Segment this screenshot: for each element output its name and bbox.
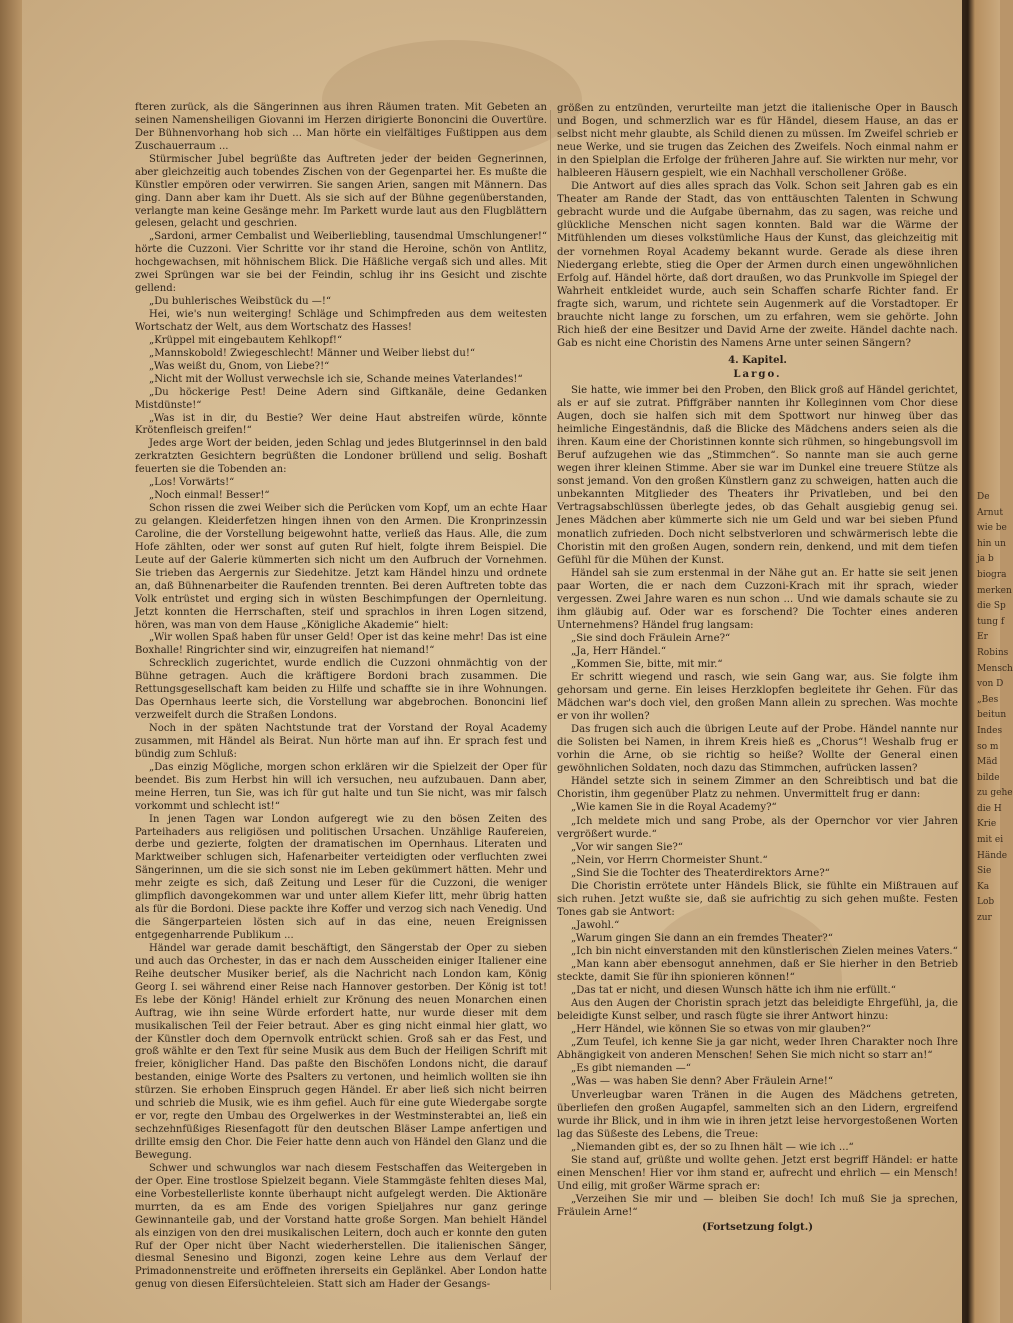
paragraph: „Wir wollen Spaß haben für unser Geld! Oper ist das keine mehr! Das ist eine Boxhalle! Ringrichter sind wir, einzugreifen hat niemand!“	[135, 632, 547, 657]
paragraph: „Nein, vor Herrn Chormeister Shunt.“	[571, 854, 768, 866]
fragment-line: ja b	[977, 554, 994, 565]
fragment-line: beitun	[977, 710, 1007, 721]
paragraph: „Das einzig Mögliche, morgen schon erklären wir die Spielzeit der Oper für beendet. Bis zum Herbst hin will ich versuchen, neu aufzubauen. Dann aber, meine Herren, tun Sie, was ich für gut halte und tun Sie nicht, was mir falsch vorkommt und schlecht ist!“	[135, 761, 547, 812]
text-column-right	[557, 102, 958, 1297]
paragraph: „Du höckerige Pest! Deine Adern sind Giftkanäle, deine Gedanken Mistdünste!“	[135, 386, 547, 411]
fragment-line: Er	[977, 632, 988, 643]
fragment-line: Lob	[977, 897, 995, 908]
adjacent-page-fragment	[975, 0, 1013, 1323]
fragment-line: Mäd	[977, 757, 998, 768]
fragment-line: De	[977, 492, 990, 502]
paragraph: „Krüppel mit eingebautem Kehlkopf!“	[149, 334, 343, 346]
fragment-line: die H	[977, 803, 1002, 814]
column-divider	[550, 110, 551, 1290]
chapter-title: Largo.	[733, 367, 782, 380]
fragment-line: biogra	[977, 569, 1007, 580]
paragraph: „Vor wir sangen Sie?“	[571, 841, 683, 853]
fragment-line: hin un	[977, 538, 1006, 549]
fragment-line: mit ei	[977, 835, 1004, 846]
fragment-line: die Sp	[977, 601, 1006, 612]
paragraph: Unverleugbar waren Tränen in die Augen des Mädchens getreten, überliefen den großen Augapfel, sammelten sich an den Lidern, ergreifend wurde ihr Blick, und in ihm wie in ihren jetzt leise hervorgestoßenen Worten lag das Süßeste des Lebens, die Treue:	[557, 1089, 958, 1140]
fragment-line: Arnut	[977, 507, 1004, 518]
paragraph: „Warum gingen Sie dann an ein fremdes Theater?“	[571, 932, 833, 944]
paragraph: Händel setzte sich in seinem Zimmer an den Schreibtisch und bat die Choristin, ihm gegenüber Platz zu nehmen. Unvermittelt frug er dann:	[557, 776, 958, 801]
fragment-line: zu gehe	[977, 788, 1013, 799]
paragraph: Die Antwort auf dies alles sprach das Volk. Schon seit Jahren gab es ein Theater am Rande der Stadt, das von enttäuschten Talenten in Schwung gebracht wurde und die Aufgabe übernahm, das zu sagen, was reiche und glückliche Menschen nicht sagen konnten. Bald war die Wärme der Mitfühlenden um dieses volkstümliche Haus der Kunst, das gleichzeitig mit der vornehmen Royal Academy bekannt wurde. Gerade als diese ihren Niedergang erlebte, stieg die Oper der Armen durch einen ungewöhnlichen Erfolg auf. Händel hörte, daß dort draußen, wo das Prunkvolle im Spiegel der Wahrheit entkleidet wurde, auch sein Schaffen scharfe Richter fand. Er fragte sich, warum, und richtete sein Augenmerk auf die Vorstadtoper. Er brauchte nicht lange zu forschen, um zu erfahren, wem sie gehörte. John Rich hieß der eine Besitzer und David Arne der zweite. Händel dachte nach. Gab es nicht eine Choristin des Namens Arne unter seinen Sängern?	[557, 181, 958, 349]
paragraph: Er schritt wiegend und rasch, wie sein Gang war, aus. Sie folgte ihm gehorsam und gerne. Ein leises Herzklopfen begleitete ihr Gehen. Für das Mädchen war's doch viel, den großen Mann allein zu sprechen. Was mochte er von ihr wollen?	[557, 672, 958, 723]
fragment-line: Krie	[977, 819, 997, 830]
fragment-line: Mensch	[977, 663, 1013, 674]
fragment-line: Sie	[977, 866, 992, 877]
fragment-line: Indes	[977, 725, 1003, 736]
paragraph: Das frugen sich auch die übrigen Leute auf der Probe. Händel nannte nur die Solisten bei Namen, in ihrem Kreis hieß es „Chorus“! Weshalb frug er vorhin die Arne, ob sie richtig so heiße? Wollte der General einen gewöhnlichen Soldaten, noch dazu das Stimmchen, aufrücken lassen?	[557, 724, 958, 775]
paragraph: Noch in der späten Nachtstunde trat der Vorstand der Royal Academy zusammen, mit Händel als Beirat. Nun hörte man auf ihn. Er sprach fest und bündig zum Schluß:	[135, 723, 547, 760]
paragraph: Die Choristin errötete unter Händels Blick, sie fühlte ein Mißtrauen auf sich ruhen. Jetzt wußte sie, daß sie aufrichtig zu sich gehen mußte. Festen Tones gab sie Antwort:	[557, 880, 958, 918]
fragment-line: merken	[977, 585, 1012, 596]
paragraph: „Es gibt niemanden —“	[571, 1063, 691, 1075]
paragraph: größen zu entzünden, verurteilte man jetzt die italienische Oper in Bausch und Bogen, und schmerzlich war es für Händel, diesem Hause, an das er selbst nicht mehr glaubte, als Schild dienen zu müssen. Im Zweifel schrieb er neue Werke, und sie trugen das Zeichen des Zweifels. Noch einmal nahm er in den Spielplan die Erfolge der früheren Jahre auf. Sie wirkten nur mehr, vor halbleeren Häusern gespielt, wie ein Nachhall verschollener Größe.	[557, 103, 958, 180]
fragment-line: Ka	[977, 881, 990, 892]
paragraph: „Jawohl.“	[571, 919, 620, 931]
text-column-left	[135, 102, 547, 1297]
paragraph: In jenen Tagen war London aufgeregt wie zu den bösen Zeiten des Parteihaders aus religiösen und politischen Ursachen. Unzählige Raufereien, derbe und gezierte, folgten der dramatischen im Opernhaus. Literaten und Marktweiber schlugen sich, Hafenarbeiter verteidigten oder verfluchten zwei Sängerinnen, um die sie sich sonst nie im Leben gekümmert hätten. Mehr und mehr zeigte es sich, daß Zeitung und Leser für die Cuzzoni, die weniger glimpflich davongekommen war und unter allem Kiefer litt, mehr übrig hatten als für die Bordoni. Diese packte ihre Koffer und verzog sich nach Venedig. Und die Sängerparteien lösten sich auf in das eine, neuen Ereignissen entgegenharrende Publikum ...	[135, 813, 547, 941]
fragment-line: wie be	[977, 523, 1007, 534]
paragraph: Schon rissen die zwei Weiber sich die Perücken vom Kopf, um an echte Haar zu gelangen. Kleiderfetzen hingen ihnen von den Armen. Die Kronprinzessin Caroline, die der Vorstellung beigewohnt hatte, verließ das Haus. Alle, die zum Hofe zählten, oder wer sonst auf guten Ruf hielt, folgte ihrem Beispiel. Die Leute auf der Galerie kümmerten sich nicht um den Aufbruch der Vornehmen. Sie trieben das Aergernis zur Siedehitze. Jetzt kam Händel hinzu und ordnete an, daß Bühnenarbeiter die Raufenden trennten. Bei deren Auftreten tobte das Volk entrüstet und erging sich in wüsten Beschimpfungen der Opernleitung. Jetzt konnten die Herrschaften, steif und sprachlos in ihren Logen sitzend, hören, was man von dem Hause „Königliche Akademie“ hielt:	[135, 503, 547, 631]
paragraph: „Du buhlerisches Weibstück du —!“	[149, 296, 332, 308]
paragraph: „Ja, Herr Händel.“	[571, 645, 666, 657]
paragraph: Stürmischer Jubel begrüßte das Auftreten jeder der beiden Gegnerinnen, aber gleichzeitig auch tobendes Zischen von der Gegenpartei her. Es mußte die Künstler empören oder verwirren. Sie sangen Arien, sangen mit Männern. Das ging. Dann aber kam ihr Duett. Als sie sich auf der Bühne gegenüberstanden, verlangte man keine Gesänge mehr. Im Parkett wurde laut aus den Flugblättern gelesen, gelacht und geschrien.	[135, 153, 547, 230]
paragraph: „Los! Vorwärts!“	[149, 477, 235, 489]
fragment-line: so m	[977, 741, 999, 752]
paragraph: „Zum Teufel, ich kenne Sie ja gar nicht, weder Ihren Charakter noch Ihre Abhängigkeit von anderen Menschen! Sehen Sie mich nicht so starr an!“	[557, 1037, 958, 1062]
paragraph: Sie stand auf, grüßte und wollte gehen. Jetzt erst begriff Händel: er hatte einen Menschen! Hier vor ihm stand er, aufrecht und ehrlich — ein Mensch! Und eilig, mit großer Wärme sprach er:	[557, 1154, 958, 1192]
fragment-line: Hände	[977, 850, 1008, 861]
paragraph: Händel sah sie zum erstenmal in der Nähe gut an. Er hatte sie seit jenen paar Worten, die er nach dem Cuzzoni-Krach mit ihr sprach, wieder vergessen. Zwei Jahre waren es nun schon ... Und wie damals schaute sie zu ihm gläubig auf. Oder war es forschend? Die Tochter eines anderen Unternehmens? Händel frug langsam:	[557, 567, 958, 631]
chapter-heading: 4. Kapitel.	[728, 353, 787, 366]
paragraph: „Verzeihen Sie mir und — bleiben Sie doch! Ich muß Sie ja sprechen, Fräulein Arne!“	[557, 1193, 958, 1218]
fragment-line: tung f	[977, 616, 1005, 627]
paragraph: „Ich meldete mich und sang Probe, als der Opernchor vor vier Jahren vergrößert wurde.“	[557, 815, 958, 840]
paragraph: „Kommen Sie, bitte, mit mir.“	[571, 658, 723, 670]
paragraph: „Mannskobold! Zwiegeschlecht! Männer und Weiber liebst du!“	[149, 347, 475, 359]
paragraph: Schwer und schwunglos war nach diesem Festschaffen das Weitergeben in der Oper. Eine trostlose Spielzeit begann. Viele Stammgäste fehlten dieses Mal, eine Vorbestellerliste konnte überhaupt nicht aufgelegt werden. Die Aktionäre murrten, da es am Ende des vorigen Spieljahres nur ganz geringe Gewinnanteile gab, und der Vorstand hatte große Sorgen. Man behielt Händel als einzigen von den drei musikalischen Leitern, doch auch er konnte den guten Ruf der Oper nicht über Nacht wiederherstellen. Die italienischen Sänger, diesmal Senesino und Bigonzi, zogen keine Lehre aus dem Verlauf der Primadonnenstreite und eröffneten ihrerseits ein Geplänkel. Aber London hatte genug von diesen Eifersüchteleien. Statt sich am Hader der Gesangs-	[135, 1162, 547, 1291]
paragraph: Hei, wie's nun weiterging! Schläge und Schimpfreden aus dem weitesten Wortschatz der Welt, aus dem Wortschatz des Hasses!	[135, 309, 547, 333]
paragraph: „Sind Sie die Tochter des Theaterdirektors Arne?“	[571, 867, 830, 879]
paragraph: „Was ist in dir, du Bestie? Wer deine Haut abstreifen würde, könnte Krötenfleisch greifen!“	[135, 412, 547, 437]
continuation-note: (Fortsetzung folgt.)	[701, 1220, 814, 1233]
paragraph: „Sie sind doch Fräulein Arne?“	[571, 632, 731, 644]
paragraph: „Herr Händel, wie können Sie so etwas von mir glauben?“	[571, 1024, 872, 1036]
paragraph: „Was — was haben Sie denn? Aber Fräulein Arne!“	[571, 1076, 834, 1088]
paragraph: Sie hatte, wie immer bei den Proben, den Blick groß auf Händel gerichtet, als er auf sie zutrat. Pfiffgräber nannten ihr Kolleginnen vom Chor diese Augen, doch sie halfen sich mit dem Spottwort nur hinweg über das heimliche Eingeständnis, daß die Blicke des Mädchens anders seien als die ihren. Kaum eine der Choristinnen konnte sich rühmen, so hingebungsvoll im Beruf aufzugehen wie das „Stimmchen“. So nannte man sie auch gerne wegen ihrer kleinen Stimme. Aber sie war im Dunkel eine treuere Stütze als sonst jemand. Von den großen Künstlern ganz zu schweigen, hatten auch die unbekannten Mitglieder des Theaters ihr Privatleben, und bei den Vertragsabschlüssen überlegte jedes, ob das Gehalt ausgiebig genug sei. Jenes Mädchen aber kümmerte sich nie um Geld und war bei sieben Pfund monatlich zufrieden. Doch nicht selbstverloren und schwärmerisch lebte die Choristin mit den großen Augen, sondern rein, denkend, und mit dem tiefen Gefühl für die Mühen der Kunst.	[557, 384, 958, 566]
fragment-line: Robins	[977, 647, 1009, 658]
fragment-line: bilde	[977, 772, 1000, 783]
paragraph: „Das tat er nicht, und diesen Wunsch hätte ich ihm nie erfüllt.“	[571, 985, 896, 997]
paragraph: Aus den Augen der Choristin sprach jetzt das beleidigte Ehrgefühl, ja, die beleidigte Kunst selber, und rasch fügte sie ihrer Antwort hinzu:	[557, 998, 958, 1023]
paragraph: „Sardoni, armer Cembalist und Weiberliebling, tausendmal Umschlungener!“ hörte die Cuzzoni. Vier Schritte vor ihr stand die Heroine, schön von Antlitz, hochgewachsen, mit höhnischem Blick. Die Häßliche vergaß sich und alles. Mit zwei Sprüngen war sie bei der Feindin, schlug ihr ins Gesicht und zischte gellend:	[135, 231, 547, 295]
paragraph: „Noch einmal! Besser!“	[149, 490, 270, 502]
fragment-line: „Bes	[977, 694, 999, 705]
paragraph: „Was weißt du, Gnom, von Liebe?!“	[149, 360, 330, 372]
paragraph: „Nicht mit der Wollust verwechsle ich sie, Schande meines Vaterlandes!“	[149, 373, 523, 385]
paragraph: Jedes arge Wort der beiden, jeden Schlag und jedes Blutgerinnsel in den bald zerkratzten Gesichtern begrüßten die Londoner brüllend und selig. Boshaft feuerten sie die Tobenden an:	[135, 438, 547, 476]
paragraph: „Wie kamen Sie in die Royal Academy?“	[571, 802, 777, 814]
paragraph: „Ich bin nicht einverstanden mit den künstlerischen Zielen meines Vaters.“	[571, 946, 958, 957]
paragraph: Schrecklich zugerichtet, wurde endlich die Cuzzoni ohnmächtig von der Bühne getragen. Auch die kräftigere Bordoni brach zusammen. Die Rettungsgesellschaft kam beiden zu Hilfe und schaffte sie in ihre Wohnungen. Das Opernhaus leerte sich, die Vorstellung war abgebrochen. Bononcini lief verzweifelt durch die Straßen Londons.	[135, 658, 547, 722]
paragraph: „Niemanden gibt es, der so zu Ihnen hält — wie ich ...“	[571, 1141, 854, 1153]
fragment-line: von D	[977, 679, 1004, 690]
paragraph: fteren zurück, als die Sängerinnen aus ihren Räumen traten. Mit Gebeten an seinen Namensheiligen Giovanni im Herzen dirigierte Bononcini die Ouvertüre. Der Bühnenvorhang hob sich ... Man hörte ein vielfältiges Fußtippen aus dem Zuschauerraum ...	[135, 102, 547, 152]
paragraph: Händel war gerade damit beschäftigt, den Sängerstab der Oper zu sieben und auch das Orchester, in das er nach dem Ausscheiden einiger Italiener eine Reihe deutscher Musiker berief, als die Nachricht nach London kam, König Georg I. sei während einer Reise nach Hannover gestorben. Der König ist tot! Es lebe der König! Händel erhielt zur Krönung des neuen Monarchen einen Auftrag, wie ihn seine Würde erfordert hatte, nur wurde dieser mit dem musikalischen Teil der Feier betraut. Aber es ging nicht einmal hier glatt, wo der Künstler doch dem Opernvolk entrückt schien. Groß sah er das Fest, und groß wählte er den Text für seine Musik aus dem Buch der Heiligen Schrift mit freier, königlicher Hand. Das paßte den Bischöfen Londons nicht, die darauf bestanden, einige Worte des Psalters zu vertonen, und heimlich wollten sie ihn stürzen. Sie erhoben Einspruch gegen Händel. Er aber ließ sich nicht beirren und schrieb die Musik, wie es ihm gefiel. Auch für eine gute Wiedergabe sorgte er vor, regte den Umbau des Orgelwerkes in der Westminsterabtei an, ließ ein sechzehnfüßiges Riesenfagott für den deutschen Bläser Lampe anfertigen und drillte emsig den Chor. Die Feier hatte denn auch von Händel den Glanz und die Bewegung.	[135, 942, 547, 1161]
fragment-line: zur	[977, 913, 992, 924]
paragraph: „Man kann aber ebensogut annehmen, daß er Sie hierher in den Betrieb steckte, damit Sie für ihn spionieren können!“	[557, 959, 958, 984]
